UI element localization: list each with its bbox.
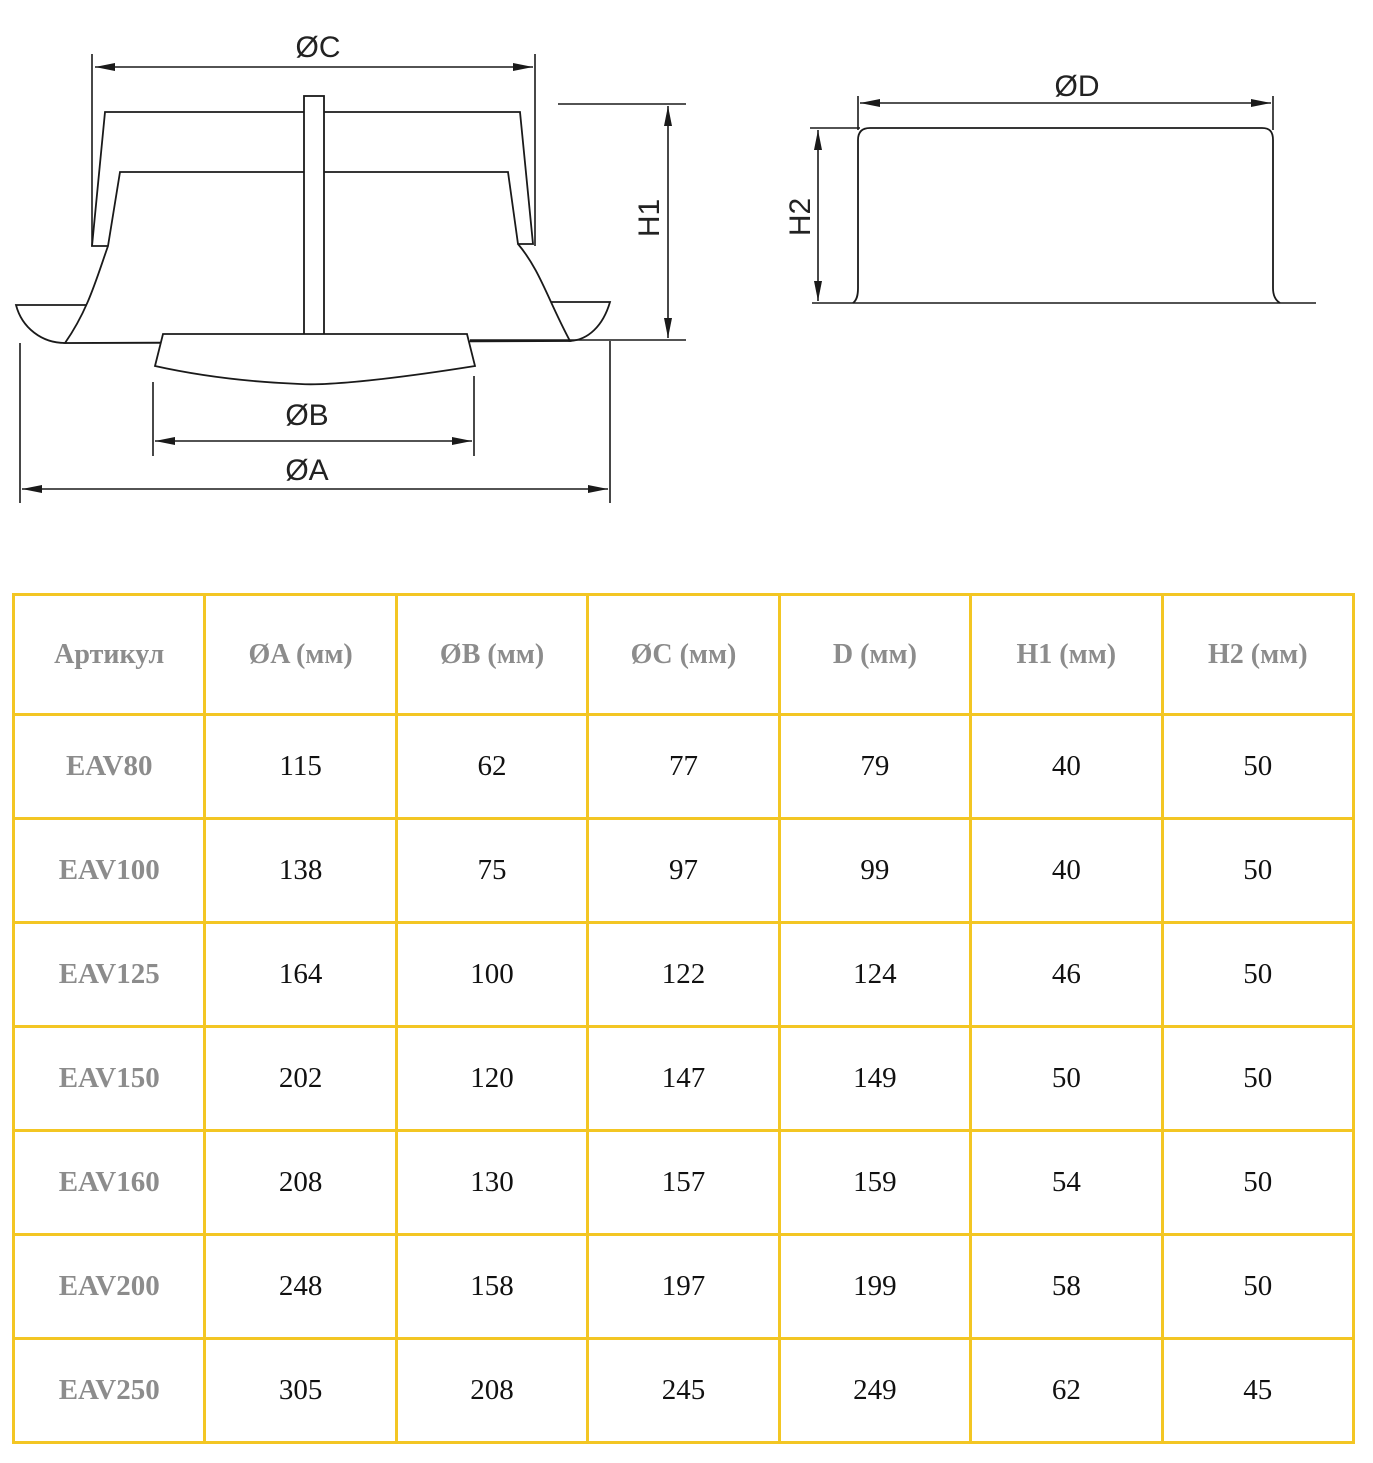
dimensions-table [12, 593, 1355, 1444]
cell-h2: 50 [1162, 1131, 1353, 1235]
cell-article: EAV200 [14, 1235, 205, 1339]
header-h1: H1 (мм) [971, 595, 1162, 715]
cell-c: 197 [588, 1235, 779, 1339]
cell-c: 245 [588, 1339, 779, 1443]
cell-d: 99 [779, 819, 970, 923]
cell-d: 159 [779, 1131, 970, 1235]
dimension-d [858, 70, 1273, 130]
technical-drawing [0, 0, 1373, 540]
label-h2: H2 [784, 197, 817, 237]
cell-b: 75 [396, 819, 587, 923]
cell-article: EAV100 [14, 819, 205, 923]
table-row [14, 819, 1354, 923]
cell-h1: 58 [971, 1235, 1162, 1339]
cell-c: 147 [588, 1027, 779, 1131]
cell-d: 149 [779, 1027, 970, 1131]
cell-b: 100 [396, 923, 587, 1027]
cell-d: 79 [779, 715, 970, 819]
header-h2: H2 (мм) [1162, 595, 1353, 715]
cell-h1: 46 [971, 923, 1162, 1027]
cell-a: 208 [205, 1131, 396, 1235]
table-row [14, 1027, 1354, 1131]
cell-h1: 40 [971, 715, 1162, 819]
cell-h2: 50 [1162, 1235, 1353, 1339]
center-spindle [304, 96, 324, 336]
label-c: ØC [295, 31, 341, 64]
cell-c: 77 [588, 715, 779, 819]
cell-h1: 62 [971, 1339, 1162, 1443]
header-article: Артикул [14, 595, 205, 715]
valve-disc [155, 334, 475, 384]
cell-a: 115 [205, 715, 396, 819]
cell-h2: 50 [1162, 1027, 1353, 1131]
cell-article: EAV150 [14, 1027, 205, 1131]
cell-h1: 50 [971, 1027, 1162, 1131]
dimension-h2 [784, 128, 860, 301]
diffuser-drawing [16, 96, 610, 384]
cell-h1: 54 [971, 1131, 1162, 1235]
header-b: ØB (мм) [396, 595, 587, 715]
table-header-row [14, 595, 1354, 715]
label-b: ØB [285, 399, 329, 432]
cell-h2: 50 [1162, 715, 1353, 819]
cell-h2: 50 [1162, 819, 1353, 923]
sleeve-body [853, 128, 1280, 303]
dimension-b [153, 376, 474, 456]
cell-a: 202 [205, 1027, 396, 1131]
cell-b: 120 [396, 1027, 587, 1131]
table-row [14, 715, 1354, 819]
table-row [14, 1131, 1354, 1235]
cell-h2: 50 [1162, 923, 1353, 1027]
table-row [14, 1235, 1354, 1339]
table-row [14, 923, 1354, 1027]
cell-a: 138 [205, 819, 396, 923]
cell-d: 249 [779, 1339, 970, 1443]
cell-b: 208 [396, 1339, 587, 1443]
cell-article: EAV250 [14, 1339, 205, 1443]
cell-c: 157 [588, 1131, 779, 1235]
cell-h1: 40 [971, 819, 1162, 923]
header-c: ØC (мм) [588, 595, 779, 715]
cell-article: EAV160 [14, 1131, 205, 1235]
cell-a: 305 [205, 1339, 396, 1443]
label-h1: H1 [633, 198, 666, 238]
header-a: ØA (мм) [205, 595, 396, 715]
sleeve-drawing [812, 128, 1316, 303]
label-d: ØD [1054, 70, 1100, 103]
cell-a: 248 [205, 1235, 396, 1339]
cell-b: 158 [396, 1235, 587, 1339]
cell-h2: 45 [1162, 1339, 1353, 1443]
header-d: D (мм) [779, 595, 970, 715]
cell-b: 62 [396, 715, 587, 819]
cell-article: EAV125 [14, 923, 205, 1027]
cell-d: 124 [779, 923, 970, 1027]
cell-b: 130 [396, 1131, 587, 1235]
cell-c: 122 [588, 923, 779, 1027]
cell-d: 199 [779, 1235, 970, 1339]
cell-article: EAV80 [14, 715, 205, 819]
cell-a: 164 [205, 923, 396, 1027]
label-a: ØA [285, 454, 329, 487]
table-row [14, 1339, 1354, 1443]
cell-c: 97 [588, 819, 779, 923]
